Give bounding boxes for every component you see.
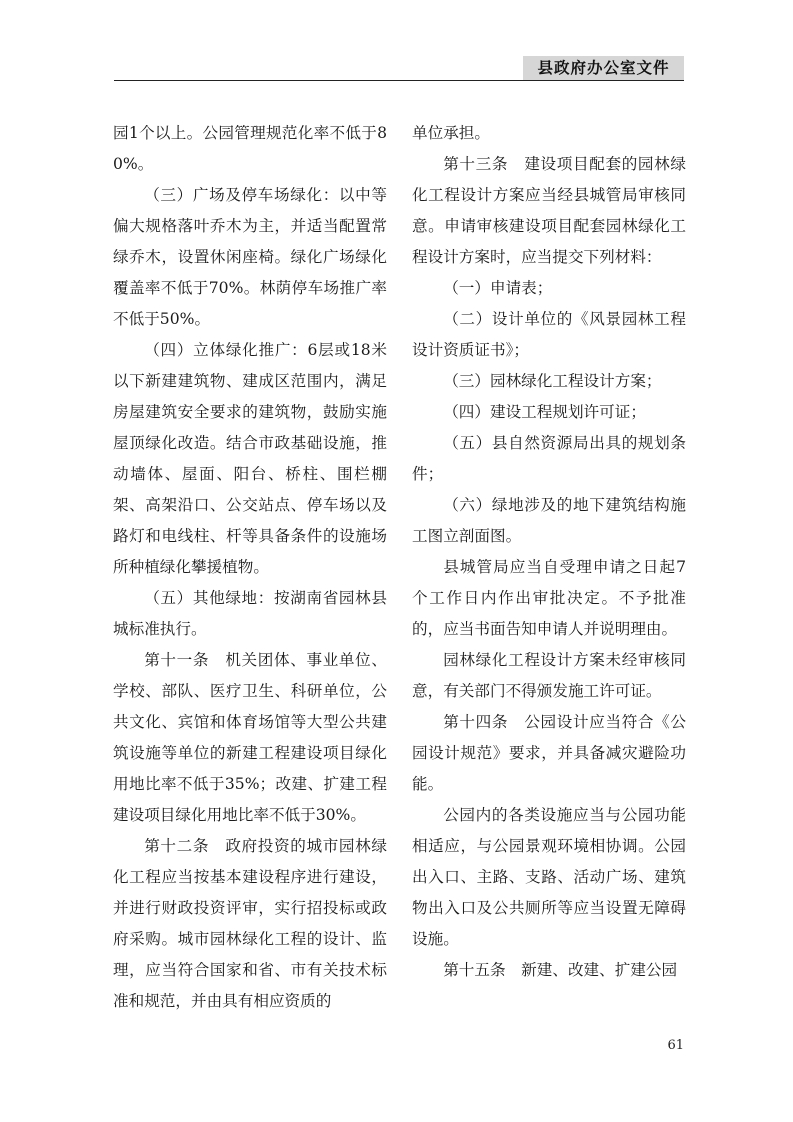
header-rule [114,80,684,81]
right-para-11: 第十四条 公园设计应当符合《公园设计规范》要求，并具备减灾避险功能。 [412,713,686,793]
right-column [412,118,686,986]
left-column [113,118,387,1017]
right-para-8: （六）绿地涉及的地下建筑结构施工图立剖面图。 [412,496,686,545]
right-para-13: 第十五条 新建、改建、扩建公园 [443,961,678,979]
right-para-4: （二）设计单位的《风景园林工程设计资质证书》； [412,310,686,359]
left-para-4: （五）其他绿地：按湖南省园林县城标准执行。 [113,589,387,638]
left-para-6: 第十二条 政府投资的城市园林绿化工程应当按基本建设程序进行建设，并进行财政投资评审，实行招投标或政府采购。城市园林绿化工程的设计、监理，应当符合国家和省、市有关技术标准和规范，并由具有相应资质的 [113,837,387,1010]
right-para-6: （四）建设工程规划许可证； [443,403,646,421]
right-para-7: （五）县自然资源局出具的规划条件； [412,434,686,483]
document-header-title: 县政府办公室文件 [523,56,684,80]
right-para-12: 公园内的各类设施应当与公园功能相适应，与公园景观环境相协调。公园出入口、主路、支路、活动广场、建筑物出入口及公共厕所等应当设置无障碍设施。 [412,806,686,948]
right-para-10: 园林绿化工程设计方案未经审核同意，有关部门不得颁发施工许可证。 [412,651,686,700]
left-para-3: （四）立体绿化推广：6层或18米以下新建建筑物、建成区范围内，满足房屋建筑安全要求的建筑物，鼓励实施屋顶绿化改造。结合市政基础设施，推动墙体、屋面、阳台、桥柱、围栏棚架、高架沿口、公交站点、停车场以及路灯和电线柱、杆等具备条件的设施场所种植绿化攀援植物。 [113,341,387,576]
right-para-3: （一）申请表； [443,279,553,297]
left-para-5: 第十一条 机关团体、事业单位、学校、部队、医疗卫生、科研单位，公共文化、宾馆和体育场馆等大型公共建筑设施等单位的新建工程建设项目绿化用地比率不低于35%；改建、扩建工程建设项目绿化用地比率不低于30%。 [113,651,387,824]
left-para-1: 园1个以上。公园管理规范化率不低于80%。 [113,124,387,173]
right-para-5: （三）园林绿化工程设计方案； [443,372,662,390]
right-para-1: 单位承担。 [412,124,490,142]
right-para-2: 第十三条 建设项目配套的园林绿化工程设计方案应当经县城管局审核同意。申请审核建设项目配套园林绿化工程设计方案时，应当提交下列材料： [412,155,686,266]
left-para-2: （三）广场及停车场绿化：以中等偏大规格落叶乔木为主，并适当配置常绿乔木，设置休闲座椅。绿化广场绿化覆盖率不低于70%。林荫停车场推广率不低于50%。 [113,186,387,328]
page-number: 61 [667,1038,684,1053]
right-para-9: 县城管局应当自受理申请之日起7个工作日内作出审批决定。不予批准的，应当书面告知申请人并说明理由。 [412,558,686,638]
